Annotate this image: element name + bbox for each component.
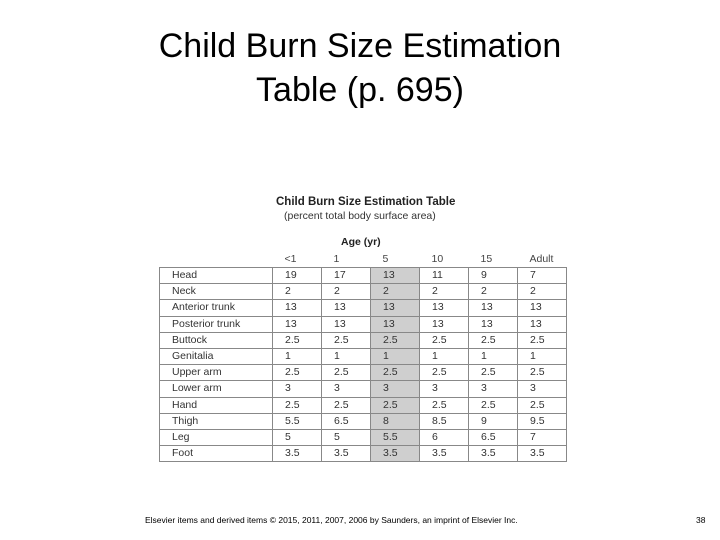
row-region-label: Lower arm	[160, 381, 273, 397]
table-cell: 1	[371, 348, 420, 364]
page-number: 38	[696, 515, 706, 525]
table-subtitle: (percent total body surface area)	[284, 210, 436, 222]
table-cell: 2.5	[371, 397, 420, 413]
table-cell: 7	[518, 268, 567, 284]
table-cell: 3	[322, 381, 371, 397]
table-row	[160, 413, 567, 429]
row-region-label: Buttock	[160, 332, 273, 348]
table-cell: 13	[469, 300, 518, 316]
table-cell: 2.5	[420, 397, 469, 413]
slide-title-line-1: Child Burn Size Estimation	[158, 27, 562, 65]
table-cell: 2.5	[273, 365, 322, 381]
table-row	[160, 348, 567, 364]
table-cell: 13	[518, 316, 567, 332]
table-cell: 3.5	[518, 446, 567, 462]
row-region-label: Neck	[160, 284, 273, 300]
table-cell: 2.5	[322, 397, 371, 413]
table-row	[160, 446, 567, 462]
table-cell: 3.5	[273, 446, 322, 462]
row-region-label: Anterior trunk	[160, 300, 273, 316]
table-cell: 2	[469, 284, 518, 300]
table-cell: 3	[518, 381, 567, 397]
table-cell: 2.5	[518, 397, 567, 413]
table-cell: 13	[322, 316, 371, 332]
table-cell: 5	[273, 429, 322, 445]
table-cell: 13	[273, 300, 322, 316]
row-region-label: Posterior trunk	[160, 316, 273, 332]
table-cell: 1	[420, 348, 469, 364]
table-cell: 2	[420, 284, 469, 300]
age-header: Age (yr)	[341, 236, 381, 248]
table-row	[160, 284, 567, 300]
table-cell: 13	[322, 300, 371, 316]
table-cell: 2.5	[322, 365, 371, 381]
table-cell: 13	[371, 268, 420, 284]
table-cell: 11	[420, 268, 469, 284]
table-cell: 13	[420, 316, 469, 332]
table-cell: 13	[420, 300, 469, 316]
table-cell: 3	[273, 381, 322, 397]
table-header-row	[160, 252, 567, 268]
table-cell: 13	[469, 316, 518, 332]
table-cell: 2.5	[518, 365, 567, 381]
column-header: Adult	[529, 253, 554, 265]
table-cell: 2.5	[322, 332, 371, 348]
table-cell: 2	[518, 284, 567, 300]
table-cell: 19	[273, 268, 322, 284]
table-cell: 5.5	[273, 413, 322, 429]
row-region-label: Foot	[160, 446, 273, 462]
table-cell: 1	[322, 348, 371, 364]
header-blank-cell	[160, 252, 273, 268]
table-cell: 2.5	[518, 332, 567, 348]
table-cell: 2.5	[371, 365, 420, 381]
column-header: 10	[431, 253, 444, 265]
table-cell: 2.5	[469, 365, 518, 381]
table-cell: 2.5	[273, 397, 322, 413]
table-row	[160, 316, 567, 332]
table-cell: 2	[273, 284, 322, 300]
table-cell: 1	[518, 348, 567, 364]
table-title: Child Burn Size Estimation Table	[276, 196, 456, 208]
table-row	[160, 300, 567, 316]
table-cell: 2.5	[371, 332, 420, 348]
table-cell: 3.5	[420, 446, 469, 462]
row-region-label: Thigh	[160, 413, 273, 429]
slide-title-line-2: Table (p. 695)	[256, 71, 464, 109]
table-cell: 2.5	[420, 332, 469, 348]
row-region-label: Hand	[160, 397, 273, 413]
table-cell: 6.5	[469, 429, 518, 445]
table-cell: 5.5	[371, 429, 420, 445]
table-cell: 2	[322, 284, 371, 300]
table-cell: 1	[273, 348, 322, 364]
table-cell: 13	[273, 316, 322, 332]
table-cell: 2.5	[420, 365, 469, 381]
column-header: 5	[382, 253, 389, 265]
table-cell: 6	[420, 429, 469, 445]
table-cell: 2	[371, 284, 420, 300]
table-cell: 1	[469, 348, 518, 364]
table-row	[160, 268, 567, 284]
table-cell: 3	[469, 381, 518, 397]
table-cell: 3.5	[371, 446, 420, 462]
table-row	[160, 381, 567, 397]
table-cell: 3	[420, 381, 469, 397]
table-cell: 2.5	[469, 397, 518, 413]
table-cell: 9	[469, 268, 518, 284]
table-cell: 13	[371, 300, 420, 316]
table-cell: 3.5	[322, 446, 371, 462]
table-cell: 6.5	[322, 413, 371, 429]
footer-credit: Elsevier items and derived items © 2015, 2011, 2007, 2006 by Saunders, an imprint of Elsevier Inc.	[145, 515, 518, 525]
burn-size-table	[159, 252, 567, 462]
table-cell: 13	[518, 300, 567, 316]
table-cell: 7	[518, 429, 567, 445]
table-body	[160, 268, 567, 462]
row-region-label: Head	[160, 268, 273, 284]
table-row	[160, 332, 567, 348]
column-header: 15	[480, 253, 493, 265]
table-cell: 8.5	[420, 413, 469, 429]
table-cell: 2.5	[273, 332, 322, 348]
table-cell: 13	[371, 316, 420, 332]
table-cell: 17	[322, 268, 371, 284]
table-cell: 9	[469, 413, 518, 429]
table-row	[160, 365, 567, 381]
table-cell: 8	[371, 413, 420, 429]
column-header: 1	[333, 253, 340, 265]
table-cell: 9.5	[518, 413, 567, 429]
table-cell: 5	[322, 429, 371, 445]
table-cell: 3.5	[469, 446, 518, 462]
table-cell: 3	[371, 381, 420, 397]
slide-title	[0, 24, 720, 112]
row-region-label: Upper arm	[160, 365, 273, 381]
table-row	[160, 397, 567, 413]
table-cell: 2.5	[469, 332, 518, 348]
row-region-label: Leg	[160, 429, 273, 445]
table-row	[160, 429, 567, 445]
row-region-label: Genitalia	[160, 348, 273, 364]
column-header: <1	[284, 253, 297, 265]
